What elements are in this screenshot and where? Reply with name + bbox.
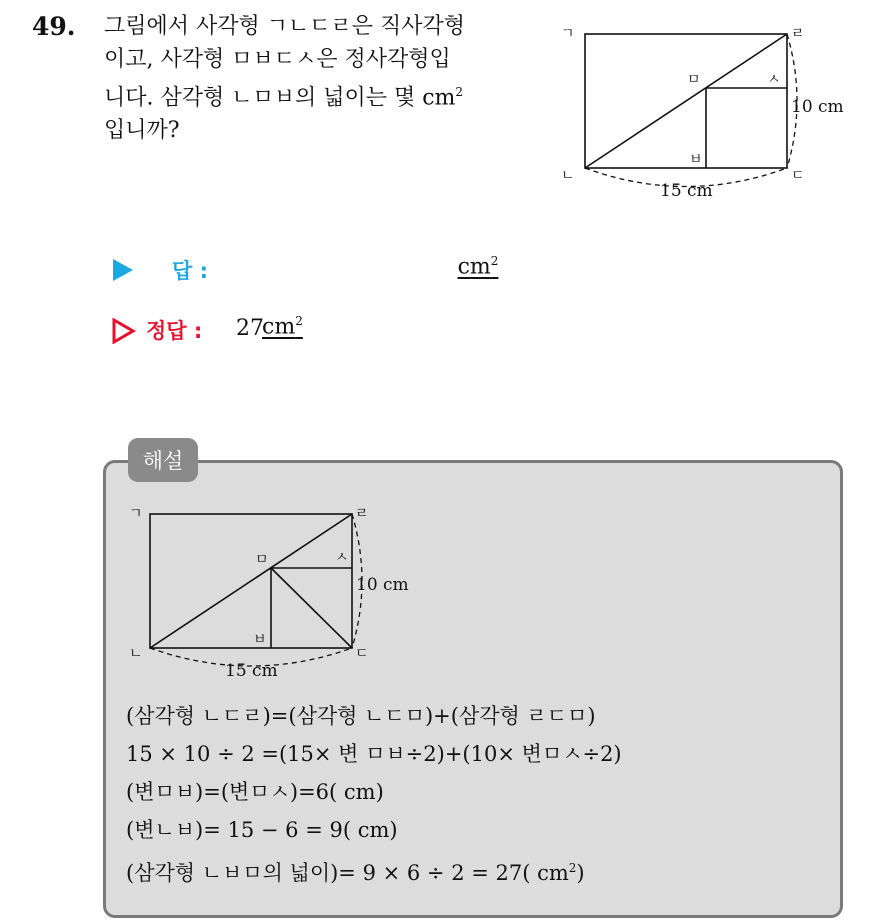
height-label: 10 cm (791, 97, 844, 117)
solution-line-5 (126, 849, 622, 892)
width-label: 15 cm (660, 181, 713, 201)
label-g: ㄱ (561, 26, 575, 42)
answer-blank[interactable] (262, 256, 452, 282)
solution-figure (125, 502, 435, 682)
question-text (104, 10, 544, 147)
sol-diagonal-nr (150, 514, 352, 648)
solution-lines (126, 697, 622, 892)
label-m: ㅁ (687, 72, 701, 88)
label-d: ㄷ (791, 168, 805, 184)
sol-diagonal-md (271, 568, 352, 648)
label-s: ㅅ (767, 72, 781, 88)
sol-label-m: ㅁ (255, 552, 269, 568)
correct-answer-unit (262, 314, 303, 339)
question-number: 49. (32, 12, 76, 41)
outline-arrow-icon (112, 318, 136, 344)
label-n: ㄴ (561, 168, 575, 184)
correct-answer-unit-text: cm (262, 314, 296, 340)
sol-label-r: ㄹ (355, 506, 369, 522)
sol-label-d: ㄷ (355, 646, 369, 662)
solution-line-2: 15 × 10 ÷ 2 =(15× 변 ㅁㅂ÷2)+(10× 변ㅁㅅ÷2) (126, 742, 622, 766)
sol-width-label: 15 cm (225, 661, 278, 681)
answer-unit (452, 254, 504, 279)
question-line-2: 이고, 사각형 ㅁㅂㄷㅅ은 정사각형입 (104, 47, 451, 72)
question-line-1: 그림에서 사각형 ㄱㄴㄷㄹ은 직사각형 (104, 14, 466, 39)
solution-line-3: (변ㅁㅂ)=(변ㅁㅅ)=6( cm) (126, 780, 384, 804)
question-line-3 (104, 76, 544, 114)
label-r: ㄹ (791, 26, 805, 42)
sol-label-n: ㄴ (129, 646, 143, 662)
answer-unit-sup: 2 (490, 254, 499, 268)
sol-label-g: ㄱ (129, 506, 143, 522)
play-arrow-icon (112, 258, 134, 282)
diagonal-nr (585, 34, 787, 168)
correct-answer-value: 27 (236, 316, 264, 341)
sol-label-s: ㅅ (335, 550, 349, 566)
solution-line-5-sup: 2 (568, 861, 577, 875)
question-figure (555, 20, 865, 205)
question-sup: 2 (455, 85, 464, 99)
correct-answer-label: 정답 : (146, 319, 203, 343)
label-b: ㅂ (689, 152, 703, 168)
answer-unit-text: cm (457, 254, 491, 280)
answer-row (112, 254, 532, 286)
solution-tab: 해설 (128, 438, 198, 482)
sol-height-label: 10 cm (356, 575, 409, 595)
sol-label-b: ㅂ (253, 632, 267, 648)
answer-label: 답 : (172, 259, 208, 283)
solution-line-1: (삼각형 ㄴㄷㄹ)=(삼각형 ㄴㄷㅁ)+(삼각형 ㄹㄷㅁ) (126, 704, 596, 728)
solution-line-4: (변ㄴㅂ)= 15 − 6 = 9( cm) (126, 818, 398, 842)
question-line-4: 입니까? (104, 118, 180, 144)
correct-answer-row (112, 314, 412, 348)
correct-answer-unit-sup: 2 (295, 314, 303, 328)
solution-line-5-end: ) (576, 861, 585, 885)
question-line-3-text: 니다. 삼각형 ㄴㅁㅂ의 넓이는 몇 cm (104, 85, 456, 111)
solution-line-5-text: (삼각형 ㄴㅂㅁ의 넓이)= 9 × 6 ÷ 2 = 27( cm (126, 861, 569, 885)
